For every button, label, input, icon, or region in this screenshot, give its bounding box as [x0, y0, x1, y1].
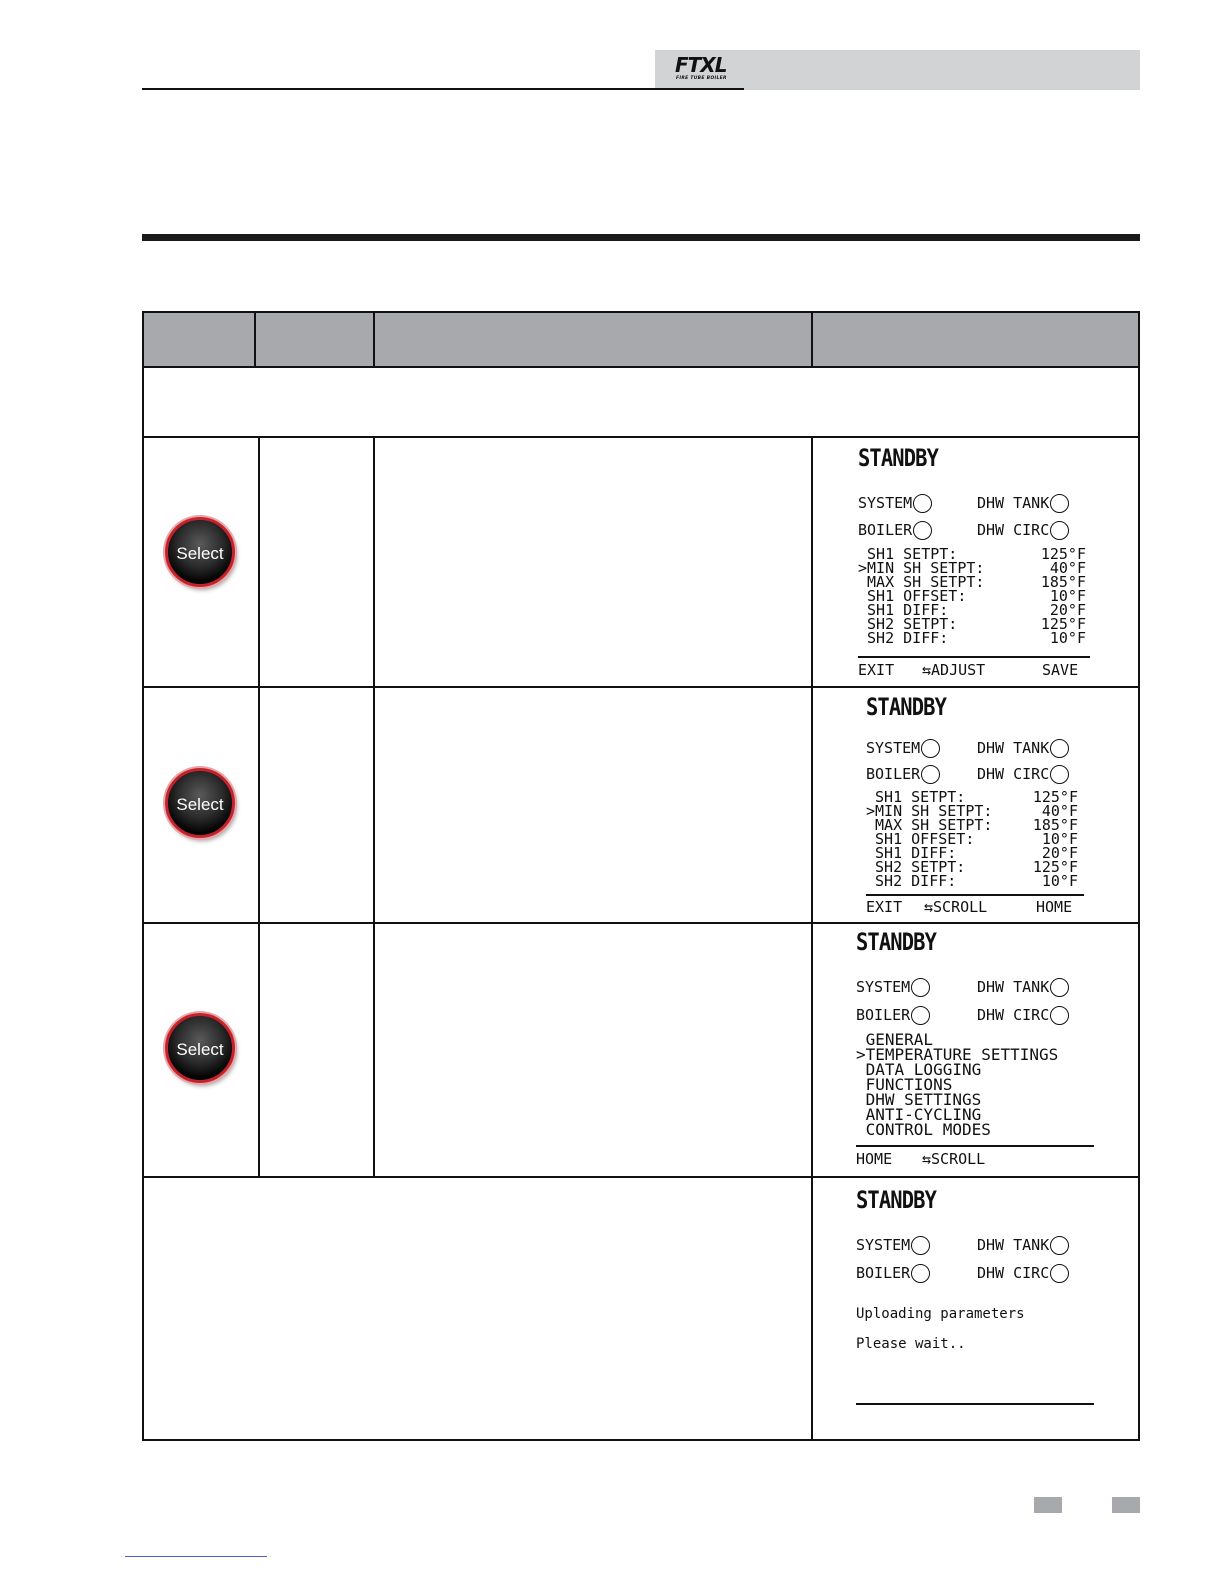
- indicator-circle-icon: [913, 521, 932, 540]
- indicator-dhw-tank: DHW TANK: [977, 1236, 1069, 1255]
- wait-message: Please wait..: [856, 1336, 966, 1352]
- status-title: STANDBY: [856, 928, 937, 956]
- indicator-system: SYSTEM: [866, 739, 940, 758]
- divider: [373, 313, 375, 366]
- setting-value: 20°F: [1041, 844, 1078, 862]
- indicator-boiler: BOILER: [858, 521, 932, 540]
- indicator-boiler: BOILER: [856, 1006, 930, 1025]
- setting-value: 185°F: [1040, 573, 1086, 591]
- setting-line: SH1 SETPT:: [866, 788, 966, 806]
- setting-value: 125°F: [1040, 545, 1086, 563]
- indicator-circle-icon: [1050, 521, 1069, 540]
- setting-value: 10°F: [1041, 872, 1078, 890]
- indicator-dhw-circ: DHW CIRC: [977, 521, 1069, 540]
- divider: [144, 686, 1138, 688]
- setting-value: 185°F: [1032, 816, 1078, 834]
- menu-item-temperature-settings: >TEMPERATURE SETTINGS: [856, 1045, 1059, 1064]
- divider: [811, 313, 813, 366]
- footer-link-underline: [125, 1556, 267, 1557]
- setting-line: MAX SH SETPT:: [858, 573, 985, 591]
- menu-item-general: GENERAL: [856, 1030, 934, 1049]
- setting-value: 125°F: [1040, 615, 1086, 633]
- menu-item-anti-cycling: ANTI-CYCLING: [856, 1105, 982, 1124]
- lcd-divider: [858, 656, 1090, 658]
- indicator-circle-icon: [1050, 494, 1069, 513]
- select-button[interactable]: [165, 517, 235, 587]
- lcd-divider: [856, 1403, 1094, 1405]
- setting-value: 125°F: [1032, 788, 1078, 806]
- setting-line: >MIN SH SETPT:: [866, 802, 993, 820]
- indicator-circle-icon: [911, 1264, 930, 1283]
- divider: [258, 436, 260, 1177]
- setting-value: 10°F: [1049, 587, 1086, 605]
- status-title: STANDBY: [856, 1186, 937, 1214]
- section-rule: [142, 234, 1140, 241]
- setting-line: SH1 DIFF:: [858, 601, 949, 619]
- setting-value: 40°F: [1049, 559, 1086, 577]
- divider: [144, 436, 1138, 438]
- divider: [254, 313, 256, 366]
- indicator-dhw-tank: DHW TANK: [977, 494, 1069, 513]
- status-message: Uploading parameters: [856, 1306, 1025, 1322]
- divider: [144, 1176, 1138, 1178]
- softkey-left: EXIT: [866, 898, 903, 916]
- lcd-screen: [856, 928, 1106, 1173]
- indicator-circle-icon: [911, 1236, 930, 1255]
- lcd-divider: [856, 1145, 1094, 1147]
- indicator-boiler: BOILER: [866, 765, 940, 784]
- setting-line: SH2 DIFF:: [866, 872, 957, 890]
- softkey-left: HOME: [856, 1150, 893, 1168]
- setting-line: SH1 SETPT:: [858, 545, 958, 563]
- indicator-circle-icon: [1050, 765, 1069, 784]
- select-button-label: Select: [176, 544, 224, 563]
- setting-value: 10°F: [1041, 830, 1078, 848]
- indicator-dhw-circ: DHW CIRC: [977, 1006, 1069, 1025]
- menu-item-functions: FUNCTIONS: [856, 1075, 953, 1094]
- lcd-screen: [856, 1186, 1106, 1416]
- brand-logo: [675, 53, 765, 83]
- indicator-circle-icon: [921, 739, 940, 758]
- brand-mark: FTXL: [675, 53, 727, 77]
- softkey-left: EXIT: [858, 661, 895, 679]
- setting-line: SH2 DIFF:: [858, 629, 949, 647]
- indicator-circle-icon: [1050, 1006, 1069, 1025]
- indicator-circle-icon: [1050, 978, 1069, 997]
- select-button[interactable]: [165, 768, 235, 838]
- lcd-screen: [866, 693, 1106, 923]
- indicator-system: SYSTEM: [858, 494, 932, 513]
- indicator-circle-icon: [913, 494, 932, 513]
- lcd-screen: [858, 444, 1098, 684]
- divider: [811, 436, 813, 1441]
- indicator-boiler: BOILER: [856, 1264, 930, 1283]
- setting-value: 20°F: [1049, 601, 1086, 619]
- softkey-center: ⇆SCROLL: [922, 1150, 986, 1168]
- setting-line: SH1 OFFSET:: [858, 587, 967, 605]
- indicator-circle-icon: [1050, 739, 1069, 758]
- table-header-row: [144, 313, 1138, 368]
- indicator-dhw-circ: DHW CIRC: [977, 765, 1069, 784]
- header-rule: [142, 88, 744, 90]
- softkey-right: SAVE: [1042, 661, 1079, 679]
- brand-tagline: FIRE TUBE BOILER: [676, 76, 727, 81]
- divider: [373, 436, 375, 1177]
- menu-item-dhw-settings: DHW SETTINGS: [856, 1090, 982, 1109]
- setting-value: 10°F: [1049, 629, 1086, 647]
- indicator-system: SYSTEM: [856, 978, 930, 997]
- indicator-circle-icon: [921, 765, 940, 784]
- softkey-center: ⇆SCROLL: [924, 898, 988, 916]
- select-button-label: Select: [176, 1040, 224, 1059]
- indicator-circle-icon: [1050, 1264, 1069, 1283]
- setting-line: SH2 SETPT:: [866, 858, 966, 876]
- setting-line: >MIN SH SETPT:: [858, 559, 985, 577]
- menu-item-control-modes: CONTROL MODES: [856, 1120, 991, 1139]
- indicator-circle-icon: [911, 1006, 930, 1025]
- status-title: STANDBY: [866, 693, 947, 721]
- indicator-circle-icon: [911, 978, 930, 997]
- menu-item-data-logging: DATA LOGGING: [856, 1060, 982, 1079]
- indicator-circle-icon: [1050, 1236, 1069, 1255]
- setting-value: 125°F: [1032, 858, 1078, 876]
- page-marker: [1034, 1497, 1062, 1513]
- page-marker: [1112, 1497, 1140, 1513]
- setting-line: SH2 SETPT:: [858, 615, 958, 633]
- select-button[interactable]: [165, 1013, 235, 1083]
- indicator-system: SYSTEM: [856, 1236, 930, 1255]
- softkey-right: HOME: [1036, 898, 1073, 916]
- status-title: STANDBY: [858, 444, 939, 472]
- lcd-divider: [866, 894, 1084, 896]
- softkey-center: ⇆ADJUST: [922, 661, 986, 679]
- indicator-dhw-circ: DHW CIRC: [977, 1264, 1069, 1283]
- setting-line: MAX SH SETPT:: [866, 816, 993, 834]
- setting-value: 40°F: [1041, 802, 1078, 820]
- indicator-dhw-tank: DHW TANK: [977, 739, 1069, 758]
- indicator-dhw-tank: DHW TANK: [977, 978, 1069, 997]
- select-button-label: Select: [176, 795, 224, 814]
- setting-line: SH1 DIFF:: [866, 844, 957, 862]
- setting-line: SH1 OFFSET:: [866, 830, 975, 848]
